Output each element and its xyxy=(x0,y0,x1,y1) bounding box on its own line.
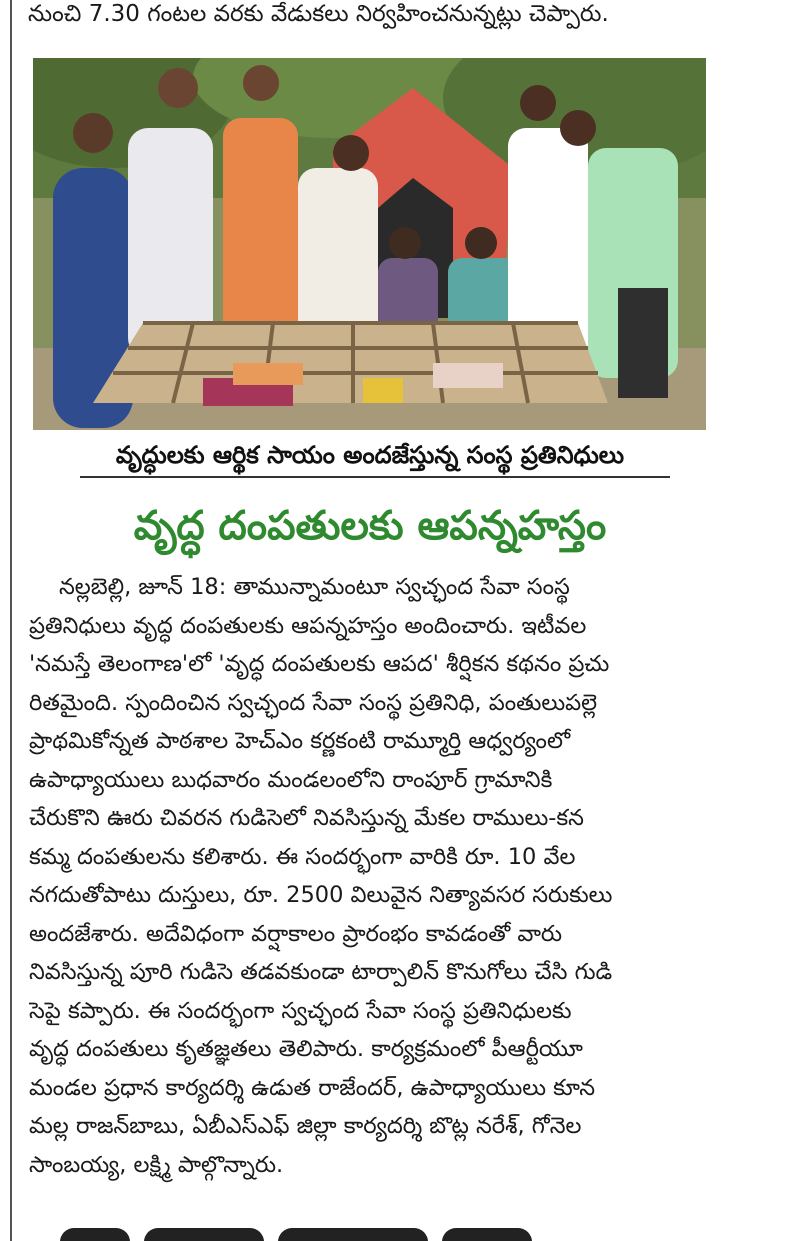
body-line: నల్లబెల్లి, జూన్ 18: తామున్నామంటూ స్వచ్ఛంద సేవా సంస్థ xyxy=(59,574,570,600)
wooden-cot xyxy=(93,323,608,406)
body-line: చేరుకొని ఊరు చివరన గుడిసెలో నివసిస్తున్న మేకల రాములు-కన xyxy=(29,805,584,831)
body-line: నివసిస్తున్న పూరి గుడిసె తడవకుండా టార్పాలిన్ కొనుగోలు చేసి గుడి xyxy=(29,959,613,985)
caption-underline xyxy=(80,476,670,478)
body-line: ప్రతినిధులు వృద్ధ దంపతులకు ఆపన్నహస్తం అందించారు. ఇటీవల xyxy=(29,612,587,639)
body-line: నగదుతోపాటు దుస్తులు, రూ. 2500 విలువైన నిత్యావసర సరుకులు xyxy=(29,882,613,908)
body-line: మల్ల రాజన్‌బాబు, ఏబీఎస్ఎఫ్ జిల్లా కార్యదర్శి బొట్ల నరేశ్, గోనెల xyxy=(29,1113,582,1139)
body-line: కమ్మ దంపతులను కలిశారు. ఈ సందర్భంగా వారికి రూ. 10 వేల xyxy=(29,843,576,870)
news-photo xyxy=(33,58,706,430)
body-line: రితమైంది. స్పందించిన స్వచ్ఛంద సేవా సంస్థ ప్రతినిధి, పంతులుపల్లె xyxy=(29,689,598,716)
photo-caption: వృద్ధులకు ఆర్థిక సాయం అందజేస్తున్న సంస్థ ప్రతినిధులు xyxy=(115,441,625,469)
article-headline: వృద్ధ దంపతులకు ఆపన్నహస్తం xyxy=(133,503,607,549)
body-line: సెపై కప్పారు. ఈ సందర్భంగా స్వచ్ఛంద సేవా సంస్థ ప్రతినిధులకు xyxy=(29,997,572,1024)
body-line: మండల ప్రధాన కార్యదర్శి ఉడుత రాజేందర్, ఉపాధ్యాయులు కూన xyxy=(29,1074,596,1101)
body-line: అందజేశారు. అదేవిధంగా వర్షాకాలం ప్రారంభం కావడంతో వారు xyxy=(29,920,563,947)
next-headline-cut-off xyxy=(60,1228,620,1241)
body-line: సాంబయ్య, లక్ష్మి పాల్గొన్నారు. xyxy=(29,1151,284,1178)
column-divider xyxy=(10,0,12,1241)
previous-article-last-line: నుంచి 7.30 గంటల వరకు వేడుకలు నిర్వహించనున్నట్లు చెప్పారు. xyxy=(28,1,609,27)
body-line: వృద్ధ దంపతులు కృతజ్ఞతలు తెలిపారు. కార్యక్రమంలో పీఆర్టీయూ xyxy=(29,1036,583,1062)
body-line: ప్రాథమికోన్నత పాఠశాల హెచ్ఎం కర్ణకంటి రామ్మూర్తి ఆధ్వర్యంలో xyxy=(29,728,571,754)
body-line: ఉపాధ్యాయులు బుధవారం మండలంలోని రాంపూర్ గ్రామానికి xyxy=(29,766,553,793)
article-body xyxy=(29,568,719,1184)
body-line: 'నమస్తే తెలంగాణ'లో 'వృద్ధ దంపతులకు ఆపద' శీర్షికన కథనం ప్రచు xyxy=(29,651,610,677)
